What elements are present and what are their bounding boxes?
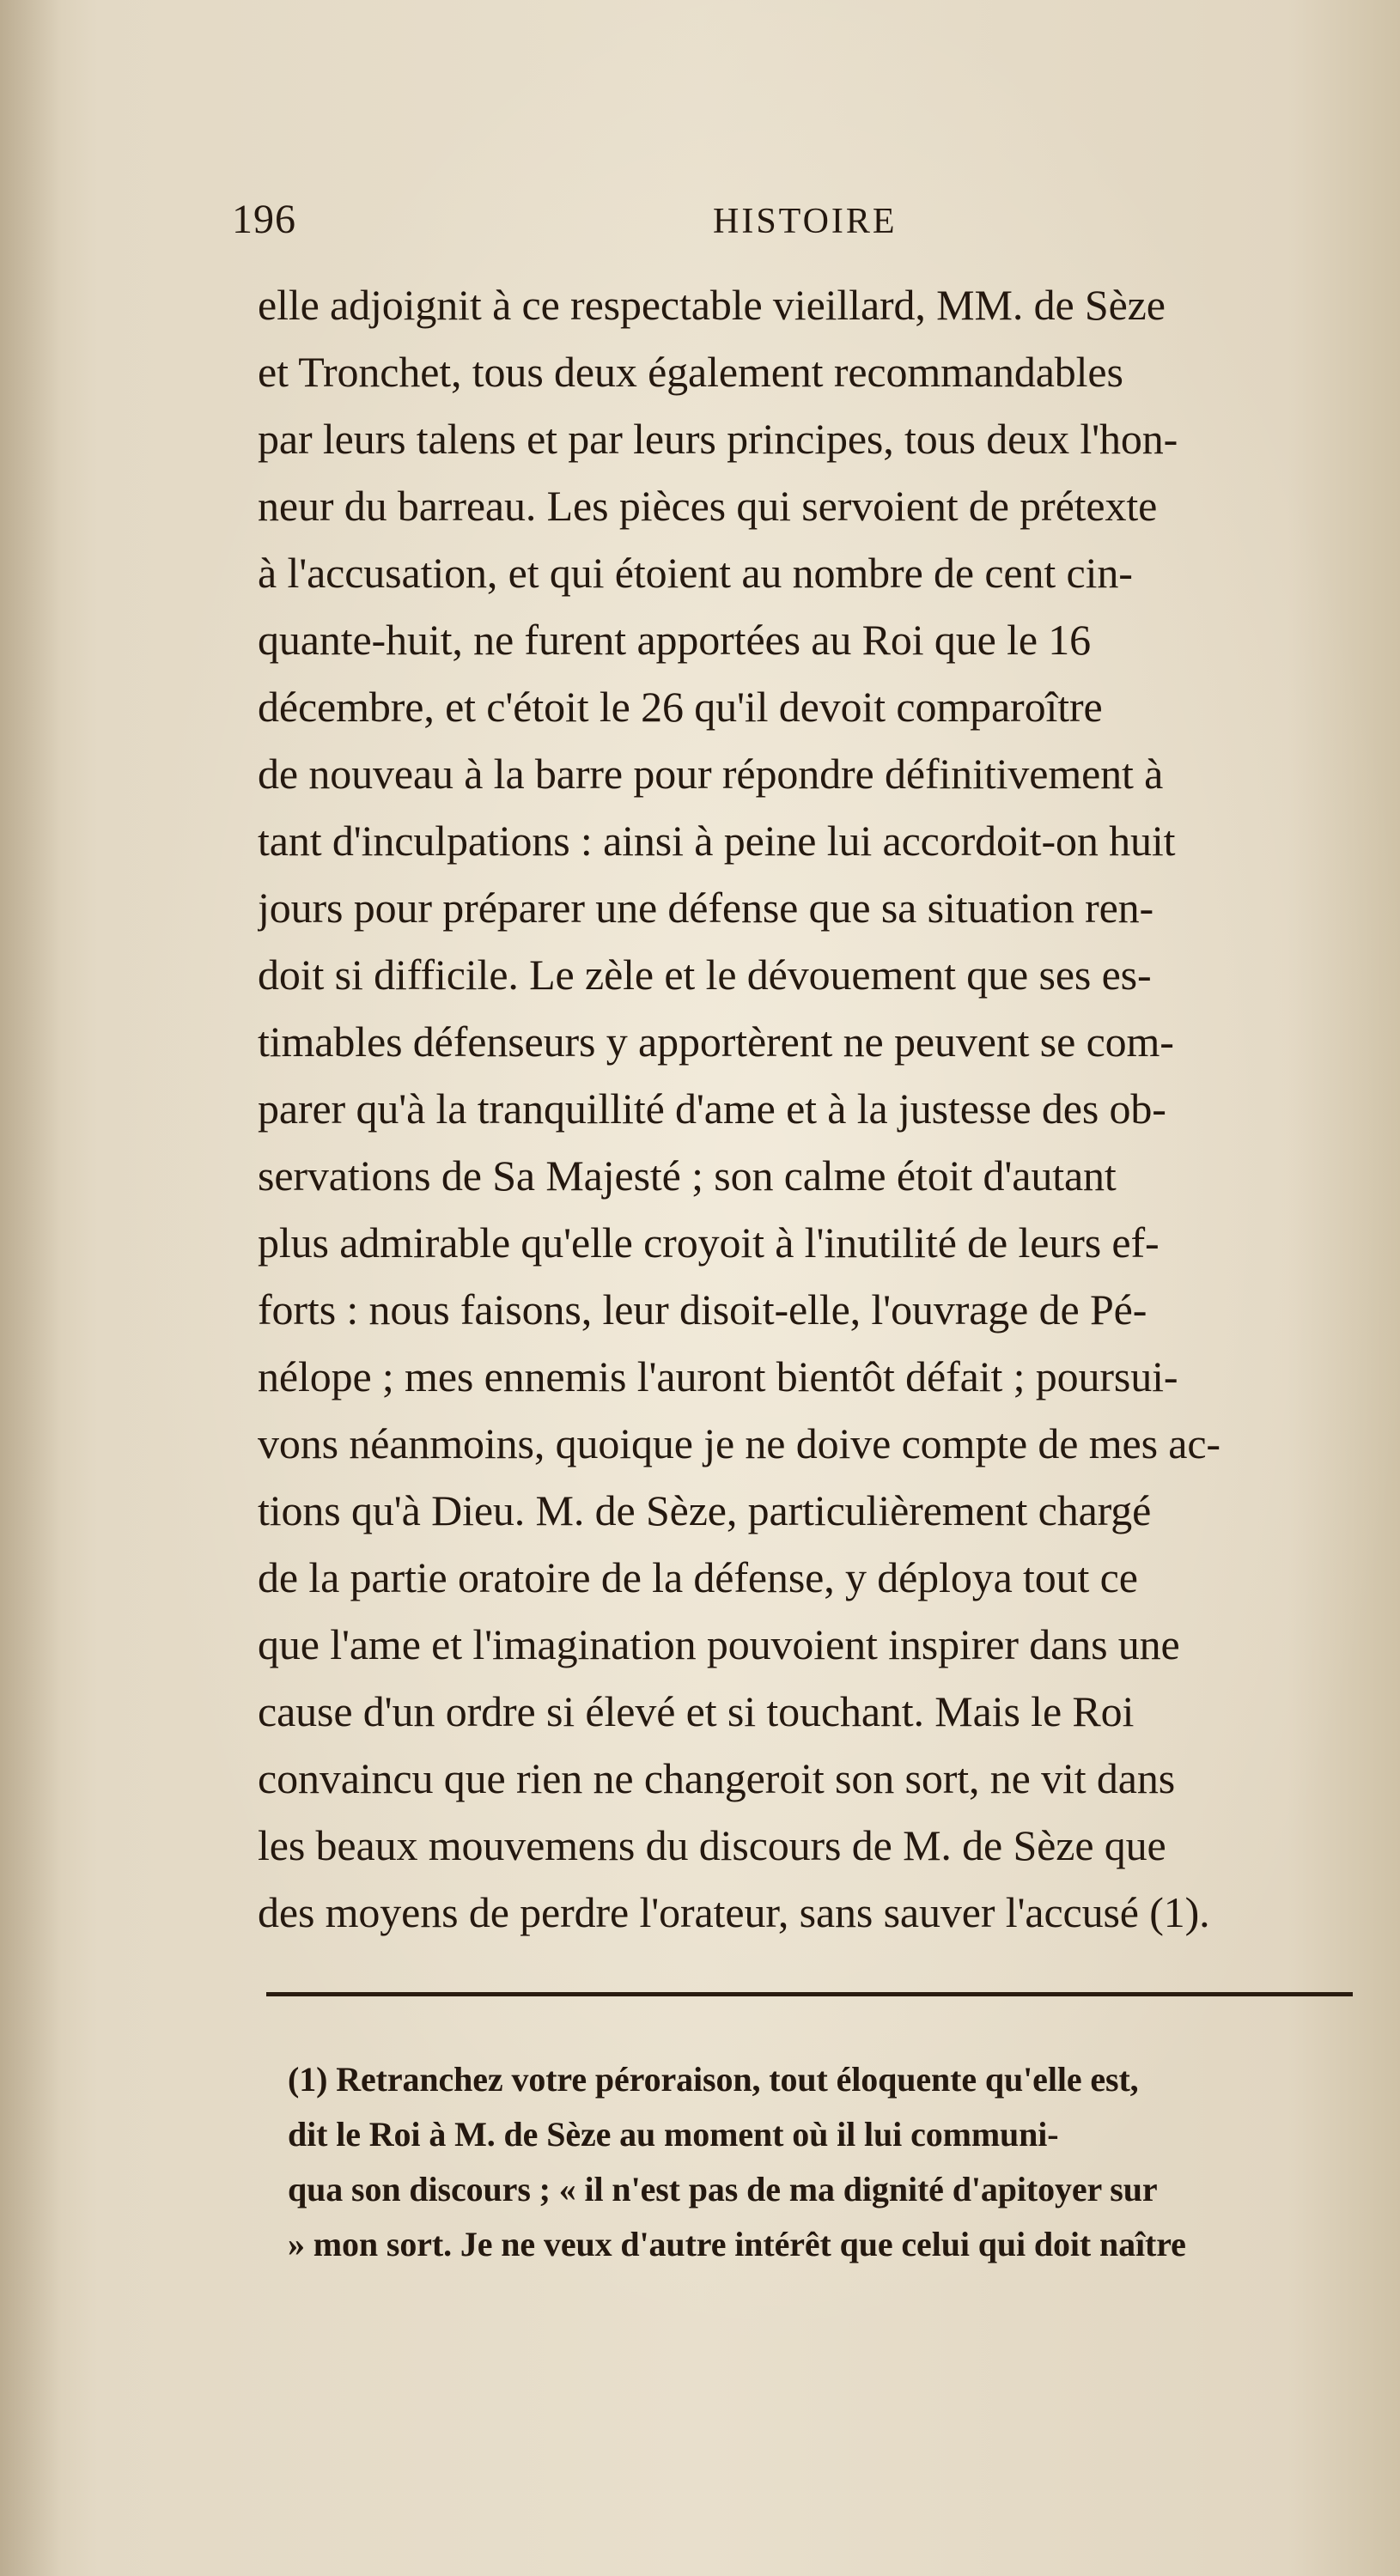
text-line: doit si difficile. Le zèle et le dévouement que ses es- [258,951,1152,999]
footnote-rule [266,1992,1353,1996]
footnote-line: dit le Roi à M. de Sèze au moment où il lui communi- [288,2115,1059,2154]
body-text [258,271,1374,1946]
text-line: les beaux mouvemens du discours de M. de Sèze que [258,1821,1166,1869]
footnote [288,2052,1370,2272]
text-line: quante-huit, ne furent apportées au Roi que le 16 [258,616,1092,664]
text-line: jours pour préparer une défense que sa situation ren- [258,884,1154,932]
text-line: nélope ; mes ennemis l'auront bientôt défait ; poursui- [258,1352,1178,1400]
running-title: HISTOIRE [713,202,898,241]
text-line: et Tronchet, tous deux également recommandables [258,348,1123,396]
text-line: de nouveau à la barre pour répondre définitivement à [258,750,1164,798]
text-line: servations de Sa Majesté ; son calme étoit d'autant [258,1151,1117,1200]
text-line: à l'accusation, et qui étoient au nombre de cent cin- [258,549,1133,597]
text-line: tant d'inculpations : ainsi à peine lui accordoit-on huit [258,817,1176,865]
text-line: forts : nous faisons, leur disoit-elle, l'ouvrage de Pé- [258,1285,1147,1334]
footnote-line: » mon sort. Je ne veux d'autre intérêt que celui qui doit naître [288,2225,1186,2263]
footnote-line: (1) Retranchez votre péroraison, tout éloquente qu'elle est, [288,2060,1139,2099]
text-line: des moyens de perdre l'orateur, sans sauver l'accusé (1). [258,1888,1210,1936]
text-line: par leurs talens et par leurs principes, tous deux l'hon- [258,415,1178,463]
footnote-line: qua son discours ; « il n'est pas de ma dignité d'apitoyer sur [288,2170,1158,2208]
gutter-shadow [0,0,60,2576]
text-line: vons néanmoins, quoique je ne doive compte de mes ac- [258,1419,1220,1467]
text-line: convaincu que rien ne changeroit son sort, ne vit dans [258,1754,1176,1802]
text-line: que l'ame et l'imagination pouvoient inspirer dans une [258,1620,1180,1668]
text-line: neur du barreau. Les pièces qui servoient de prétexte [258,482,1158,530]
text-line: plus admirable qu'elle croyoit à l'inutilité de leurs ef- [258,1218,1160,1267]
text-line: décembre, et c'étoit le 26 qu'il devoit comparoître [258,683,1103,731]
page-number: 196 [232,197,296,242]
text-line: elle adjoignit à ce respectable vieillard, MM. de Sèze [258,281,1166,329]
running-head [232,196,1348,256]
text-line: timables défenseurs y apportèrent ne peuvent se com- [258,1018,1174,1066]
text-line: de la partie oratoire de la défense, y déploya tout ce [258,1553,1138,1601]
text-line: cause d'un ordre si élevé et si touchant. Mais le Roi [258,1687,1135,1735]
text-line: tions qu'à Dieu. M. de Sèze, particulièrement chargé [258,1486,1152,1534]
text-line: parer qu'à la tranquillité d'ame et à la justesse des ob- [258,1084,1166,1133]
